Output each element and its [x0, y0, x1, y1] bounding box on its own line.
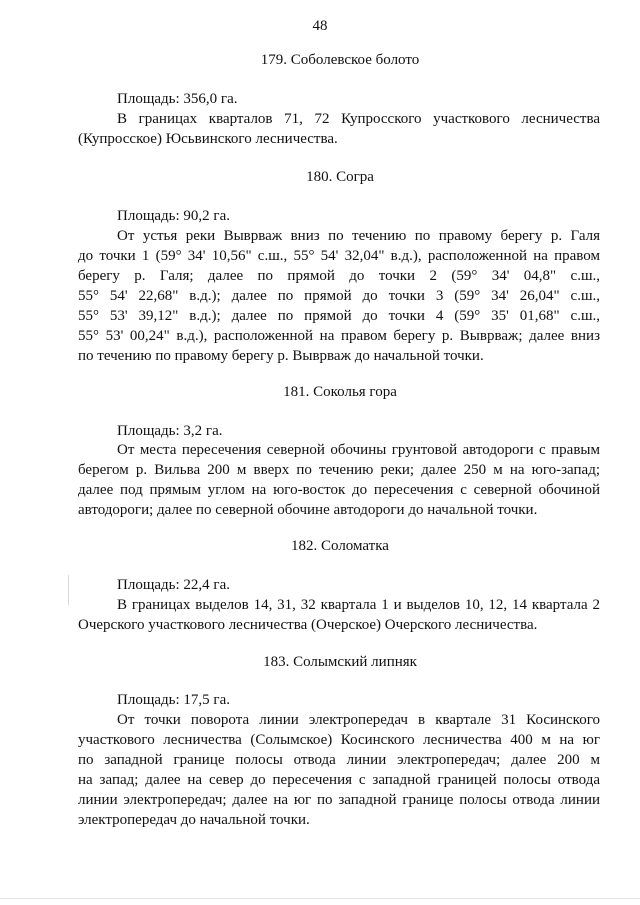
text-line: по течению по правому берегу р. Выврваж до начальной точки.: [78, 348, 484, 364]
section-area-183: Площадь: 17,5 га.: [117, 692, 230, 708]
section-heading-180: 180. Согра: [306, 169, 374, 185]
text-line: 55° 53' 00,24" в.д.), расположенной на правом берегу р. Выврваж; далее вниз: [78, 328, 600, 344]
page-number: 48: [312, 18, 328, 34]
section-area-181: Площадь: 3,2 га.: [117, 423, 223, 439]
text-line: участкового лесничества (Солымское) Косинского лесничества 400 м на юг: [78, 732, 600, 748]
text-line: 55° 54' 22,68" в.д.); далее по прямой до точки 3 (59° 34' 26,04" с.ш.,: [78, 288, 600, 304]
text-line: (Купросское) Юсьвинского лесничества.: [78, 131, 338, 147]
text-line: на запад; далее на север до пересечения с западной границей полосы отвода: [78, 772, 600, 788]
scan-edge-mark: [68, 575, 69, 605]
section-heading-179: 179. Соболевское болото: [260, 52, 420, 68]
text-line: автодороги; далее по северной обочине автодороги до начальной точки.: [78, 502, 538, 518]
text-line: От места пересечения северной обочины грунтовой автодороги с правым: [117, 442, 600, 458]
section-area-179: Площадь: 356,0 га.: [117, 91, 238, 107]
section-heading-181: 181. Соколья гора: [283, 384, 397, 400]
text-line: От устья реки Выврваж вниз по течению по правому берегу р. Галя: [117, 228, 600, 244]
text-line: по западной границе полосы отвода линии электропередач; далее 200 м: [78, 752, 600, 768]
section-area-180: Площадь: 90,2 га.: [117, 208, 230, 224]
scan-bottom-edge: [0, 898, 640, 899]
section-area-182: Площадь: 22,4 га.: [117, 577, 230, 593]
text-line: берегом р. Вильва 200 м вверх по течению реки; далее 250 м на юго-запад;: [78, 462, 600, 478]
text-line: 55° 53' 39,12" в.д.); далее по прямой до точки 4 (59° 35' 01,68" с.ш.,: [78, 308, 600, 324]
section-heading-182: 182. Соломатка: [291, 538, 389, 554]
text-line: линии электропередач; далее на юг по западной границе полосы отвода линии: [78, 792, 600, 808]
section-heading-183: 183. Солымский липняк: [263, 654, 417, 670]
text-line: В границах выделов 14, 31, 32 квартала 1 и выделов 10, 12, 14 квартала 2: [117, 597, 600, 613]
text-line: до точки 1 (59° 34' 10,56" с.ш., 55° 54' 32,04" в.д.), расположенной на правом: [78, 248, 600, 264]
text-line: далее под прямым углом на юго-восток до пересечения с северной обочиной: [78, 482, 600, 498]
text-line: берегу р. Галя; далее по прямой до точки 2 (59° 34' 04,8" с.ш.,: [78, 268, 600, 284]
text-line: Очерского участкового лесничества (Очерское) Очерского лесничества.: [78, 617, 538, 633]
text-line: В границах кварталов 71, 72 Купросского участкового лесничества: [117, 111, 600, 127]
text-line: От точки поворота линии электропередач в квартале 31 Косинского: [117, 712, 600, 728]
text-line: электропередач до начальной точки.: [78, 812, 310, 828]
